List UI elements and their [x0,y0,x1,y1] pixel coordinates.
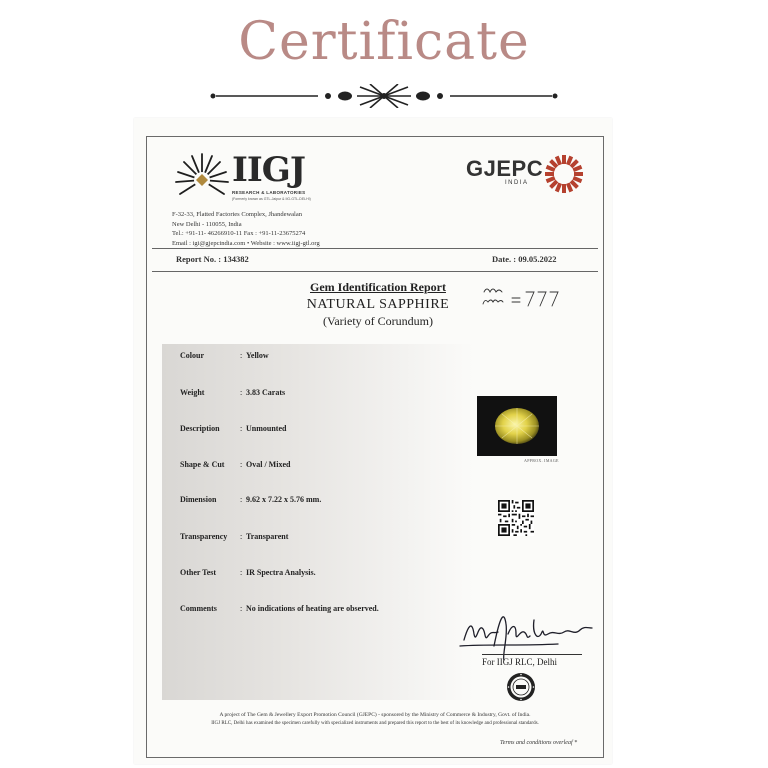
starburst-logo-icon [172,150,232,208]
issuer-tagline: RESEARCH & LABORATORIES [232,190,306,195]
detail-label: Transparency [180,532,228,541]
details-panel [162,344,474,700]
address-line: New Delhi - 110055, India [172,220,242,228]
detail-value: No indications of heating are observed. [246,604,379,613]
detail-value: Unmounted [246,424,287,433]
detail-value: 9.62 x 7.22 x 5.76 mm. [246,495,322,504]
report-variety: (Variety of Corundum) [323,314,433,328]
partner-name: GJEPC [466,156,544,181]
detail-label: Dimension [180,495,217,504]
report-number: Report No. : 134382 [176,254,249,264]
qr-code-icon [498,500,534,536]
detail-label: Shape & Cut [180,460,225,469]
issuer-name: IIGJ [232,150,305,190]
signature [458,606,594,664]
page-header [0,10,768,74]
gem-photo [477,396,557,456]
detail-label: Comments [180,604,217,613]
detail-label: Colour [180,351,204,360]
detail-label: Description [180,424,220,433]
footer-disclaimer: IIGJ RLC, Delhi has examined the specimen carefully with specialized instruments and prepared this report to the best of its knowledge and professional standards. [211,721,539,726]
seal-icon [506,672,536,702]
page-title: Certificate [238,12,530,72]
photo-caption: APPROX. IMAGE [524,458,559,463]
address-line: F-32-33, Flatted Factories Complex, Jhandewalan [172,211,302,218]
header-divider [152,271,598,272]
terms-link[interactable]: Terms and conditions overleaf * [500,740,578,746]
partner-country: INDIA [505,180,529,186]
header-divider [152,248,598,249]
signature-caption: For IIGJ RLC, Delhi [482,657,557,667]
detail-value: Transparent [246,532,289,541]
detail-label: Other Test [180,568,217,577]
report-date: Date. : 09.05.2022 [492,254,557,264]
detail-value: IR Spectra Analysis. [246,568,316,577]
detail-label: Weight [180,388,205,397]
issuer-address [172,210,320,248]
detail-value: Yellow [246,351,269,360]
detail-value: 3.83 Carats [246,388,286,397]
address-line: Email : igi@gjepcindia.com • Website : www.iigj-gtl.org [172,239,320,247]
detail-value: Oval / Mixed [246,460,291,469]
report-title: Gem Identification Report [310,280,446,294]
signature-line [482,654,582,655]
handwritten-note [480,282,560,312]
ornament-divider-icon [210,84,558,108]
footer-project-note: A project of The Gem & Jewellery Export Promotion Council (GJEPC) - sponsored by the Ministry of Commerce & Industry, Govt. of India. [219,712,531,718]
address-line: Tel.: +91-11- 46266910-11 Fax : +91-11-23675274 [172,230,306,237]
issuer-former-name: (Formerly known as GTL-Jaipur & IIG-GTL-DELHI) [232,197,311,201]
gjepc-logo-icon [544,154,584,194]
report-stone: NATURAL SAPPHIRE [306,297,450,312]
